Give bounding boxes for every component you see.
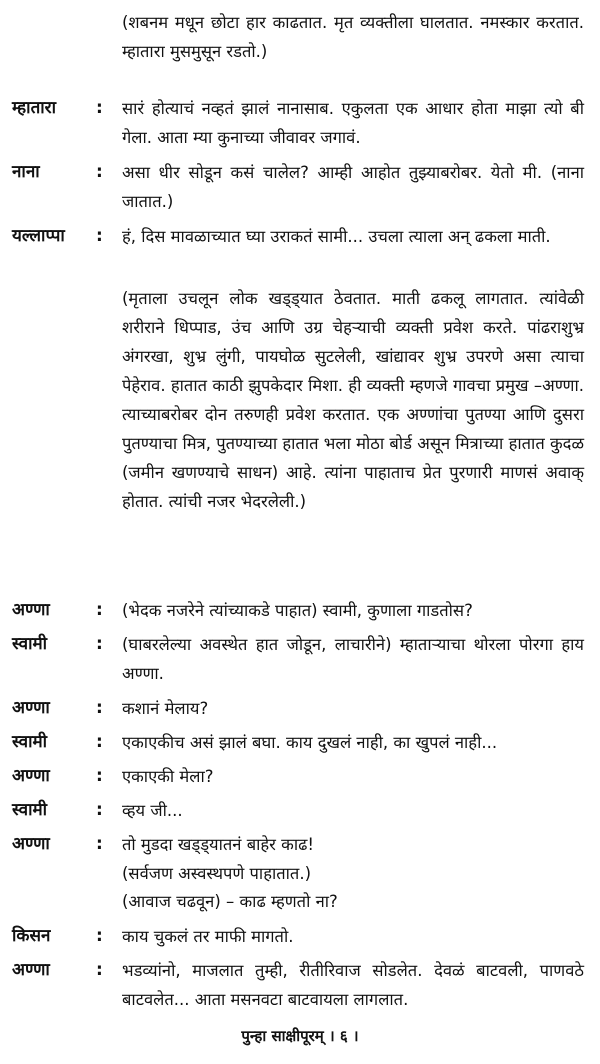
page-footer: पुन्हा साक्षीपूरम् । ६ । bbox=[241, 1027, 359, 1045]
speaker-colon: : bbox=[96, 98, 103, 118]
stage-direction-text: (मृताला उचलून लोक खड्ड्यात ठेवतात. माती ढकलू लागतात. त्यांवेळी शरीराने धिप्पाड, उंच आणि उग्र चेहऱ्याची व्यक्ती प्रवेश करते. पांढराशुभ्र अंगरखा, शुभ्र लुंगी, पायघोळ सुटलेली, खांद्यावर शुभ्र उपरणे असा त्याचा पेहेराव. हातात काठी झुपकेदार मिशा. ही व्यक्ती म्हणजे गावचा प्रमुख –अण्णा. त्याच्याबरोबर दोन तरुणही प्रवेश करतात. एक अण्णांचा पुतण्या आणि दुसरा पुतण्याचा मित्र, पुतण्याच्या हातात भला मोठा बोर्ड असून मित्राच्या हातात कुदळ (जमीन खणण्याचे साधन) आहे. त्यांना पाहाताच प्रेत पुरणारी माणसं अवाक् होतात. त्यांची नजर भेदरलेली.) bbox=[122, 289, 584, 511]
speaker-colon: : bbox=[96, 926, 103, 946]
speaker-name: स्वामी bbox=[12, 634, 48, 654]
dialogue-text: असा धीर सोडून कसं चालेल? आम्ही आहोत तुझ्याबरोबर. येतो मी. (नाना जातात.) bbox=[122, 163, 584, 211]
speaker-name: किसन bbox=[12, 926, 51, 946]
speaker-name: अण्णा bbox=[12, 600, 50, 620]
speaker-colon: : bbox=[96, 634, 103, 654]
speaker-colon: : bbox=[96, 226, 103, 246]
speaker-colon: : bbox=[96, 834, 103, 854]
dialogue-text: (घाबरलेल्या अवस्थेत हात जोडून, लाचारीने) म्हाताऱ्याचा थोरला पोरगा हाय अण्णा. bbox=[122, 635, 584, 683]
speaker-colon: : bbox=[96, 766, 103, 786]
speaker-colon: : bbox=[96, 960, 103, 980]
speaker-name: अण्णा bbox=[12, 834, 50, 854]
speaker-colon: : bbox=[96, 600, 103, 620]
dialogue-text: व्हय जी... bbox=[122, 801, 183, 820]
dialogue-text: भडव्यांनो, माजलात तुम्ही, रीतीरिवाज सोडलेत. देवळं बाटवली, पाणवठे बाटवलेत... आता मसनवटा बाटवायला लागलात. bbox=[122, 961, 584, 1009]
speaker-name: स्वामी bbox=[12, 732, 48, 752]
speaker-colon: : bbox=[96, 162, 103, 182]
dialogue-text: कशानं मेलाय? bbox=[122, 699, 209, 718]
stage-direction-text: (सर्वजण अस्वस्थपणे पाहातात.) bbox=[122, 864, 312, 883]
speaker-name: स्वामी bbox=[12, 800, 48, 820]
dialogue-text: हं, दिस मावळाच्यात घ्या उराकतं सामी... उचला त्याला अन् ढकला माती. bbox=[122, 227, 551, 246]
speaker-name: यल्लाप्पा bbox=[12, 226, 65, 246]
stage-direction-text: (शबनम मधून छोटा हार काढतात. मृत व्यक्तीला घालतात. नमस्कार करतात. म्हातारा मुसमुसून रडतो.) bbox=[122, 13, 584, 61]
dialogue-text: काय चुकलं तर माफी मागतो. bbox=[122, 927, 294, 946]
speaker-name: नाना bbox=[12, 162, 40, 182]
speaker-colon: : bbox=[96, 800, 103, 820]
speaker-name: अण्णा bbox=[12, 960, 50, 980]
stage-direction-text: (आवाज चढवून) – काढ म्हणतो ना? bbox=[122, 892, 338, 911]
dialogue-text: एकाएकीच असं झालं बघा. काय दुखलं नाही, का खुपलं नाही... bbox=[122, 733, 498, 752]
dialogue-text: (भेदक नजरेने त्यांच्याकडे पाहात) स्वामी, कुणाला गाडतोस? bbox=[122, 601, 473, 620]
dialogue-text: एकाएकी मेला? bbox=[122, 767, 214, 786]
speaker-name: म्हातारा bbox=[12, 98, 57, 118]
speaker-colon: : bbox=[96, 698, 103, 718]
dialogue-text: तो मुडदा खड्ड्यातनं बाहेर काढ! bbox=[122, 835, 314, 854]
speaker-colon: : bbox=[96, 732, 103, 752]
speaker-name: अण्णा bbox=[12, 766, 50, 786]
dialogue-text: सारं होत्याचं नव्हतं झालं नानासाब. एकुलता एक आधार होता माझा त्यो बी गेला. आता म्या कुनाच्या जीवावर जगावं. bbox=[122, 99, 584, 147]
speaker-name: अण्णा bbox=[12, 698, 50, 718]
